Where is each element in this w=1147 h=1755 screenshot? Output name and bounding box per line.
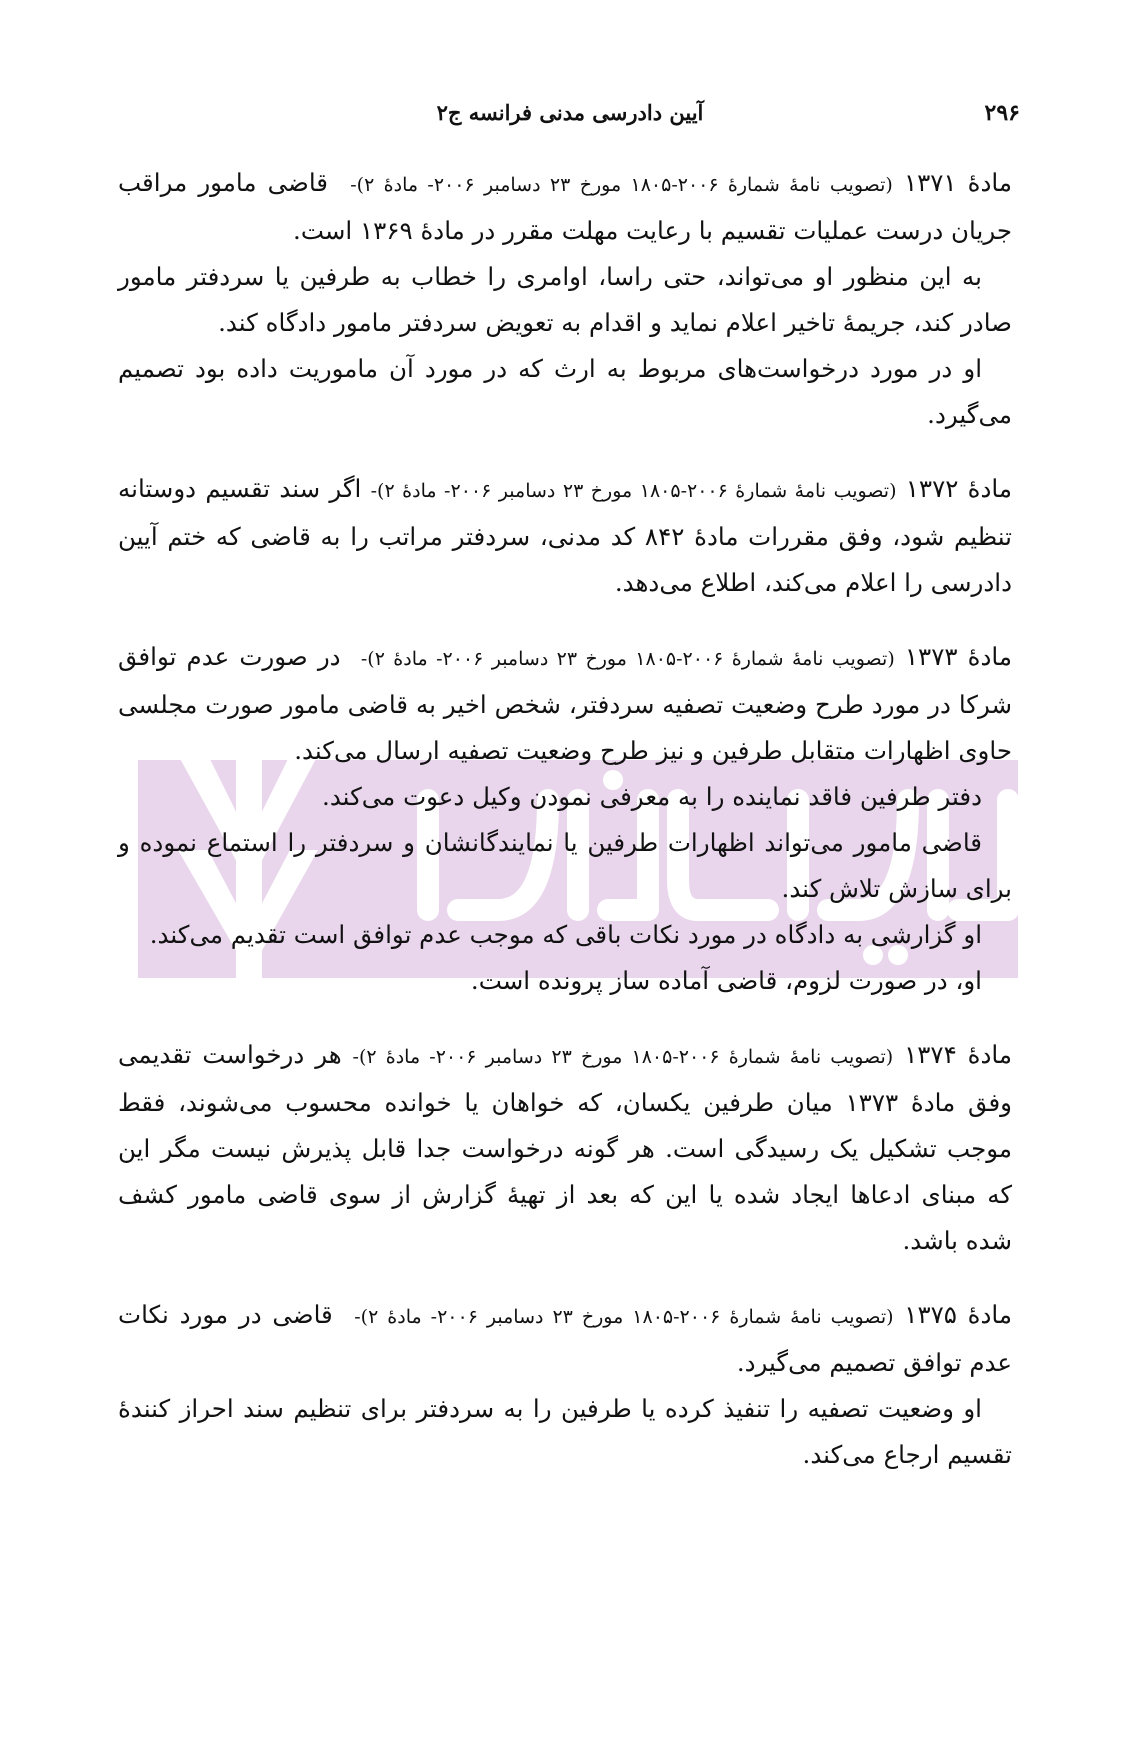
article-note: (تصویب نامهٔ شمارهٔ ۲۰۰۶-۱۸۰۵ مورخ ۲۳ دسامبر ۲۰۰۶- مادهٔ ۲)- [370,480,897,502]
article-title: مادهٔ ۱۳۷۲ [905,474,1012,503]
article-1374 [118,1032,1012,1264]
article-lead-text: در صورت عدم توافق شرکا در مورد طرح وضعیت تصفیه سردفتر، شخص اخیر به قاضی مامور صورت مجلسی حاوی اظهارات متقابل طرفین و نیز طرح وضعیت تصفیه ارسال می‌کند. [118,642,1012,765]
article-lead-text: اگر سند تقسیم دوستانه تنظیم شود، وفق مقررات مادهٔ ۸۴۲ کد مدنی، سردفتر مراتب را به قاضی که ختم آیین دادرسی را اعلام می‌کند، اطلاع می‌دهد. [118,474,1012,597]
article-title: مادهٔ ۱۳۷۴ [904,1040,1012,1069]
article-lead-text: هر درخواست تقدیمی وفق مادهٔ ۱۳۷۳ میان طرفین یکسان، که خواهان یا خوانده محسوب می‌شوند، فقط موجب تشکیل یک رسیدگی است. هر گونه درخواست جدا قابل پذیرش نیست مگر این که مبنای ادعاها ایجاد شده یا این که بعد از تهیهٔ گزارش از سوی قاضی مامور کشف شده باشد. [118,1040,1013,1255]
article-1375 [118,1292,1012,1478]
page-header [120,100,1020,140]
article-paragraph: او، در صورت لزوم، قاضی آماده ساز پرونده است. [470,966,982,995]
article-paragraph: او گزارشی به دادگاه در مورد نکات باقی که موجب عدم توافق است تقدیم می‌کند. [149,920,982,949]
article-lead-paragraph [118,1032,1012,1264]
article-paragraph: او در مورد درخواست‌های مربوط به ارث که در مورد آن ماموریت داده بود تصمیم می‌گیرد. [118,354,1012,429]
article-1373 [118,634,1012,1004]
article-paragraph: قاضی مامور می‌تواند اظهارات طرفین یا نمایندگانشان و سردفتر را استماع نموده و برای سازش تلاش کند. [118,828,1012,903]
article-note: (تصویب نامهٔ شمارهٔ ۲۰۰۶-۱۸۰۵ مورخ ۲۳ دسامبر ۲۰۰۶- مادهٔ ۲)- [350,174,893,196]
article-lead-text: قاضی مامور مراقب جریان درست عملیات تقسیم با رعایت مهلت مقرر در مادهٔ ۱۳۶۹ است. [118,168,1012,245]
article-note: (تصویب نامهٔ شمارهٔ ۲۰۰۶-۱۸۰۵ مورخ ۲۳ دسامبر ۲۰۰۶- مادهٔ ۲)- [354,1306,894,1328]
article-lead-text: قاضی در مورد نکات عدم توافق تصمیم می‌گیرد. [118,1300,1012,1377]
article-title: مادهٔ ۱۳۷۱ [903,168,1013,197]
article-note: (تصویب نامهٔ شمارهٔ ۲۰۰۶-۱۸۰۵ مورخ ۲۳ دسامبر ۲۰۰۶- مادهٔ ۲)- [352,1046,894,1068]
article-1372 [118,466,1012,606]
article-1371 [118,160,1012,438]
article-lead-paragraph [118,160,1012,254]
article-title: مادهٔ ۱۳۷۵ [904,1300,1013,1329]
article-paragraph: او وضعیت تصفیه را تنفیذ کرده یا طرفین را به سردفتر برای تنظیم سند احراز کنندهٔ تقسیم ارجاع می‌کند. [118,1394,1012,1469]
article-lead-paragraph [118,1292,1012,1386]
article-paragraph: دفتر طرفین فاقد نماینده را به معرفی نمودن وکیل دعوت می‌کند. [322,782,982,811]
article-lead-paragraph [118,466,1012,606]
running-title: آیین دادرسی مدنی فرانسه ج۲ [436,100,704,125]
document-body [118,160,1012,1506]
page-number: ۲۹۶ [984,100,1020,126]
article-note: (تصویب نامهٔ شمارهٔ ۲۰۰۶-۱۸۰۵ مورخ ۲۳ دسامبر ۲۰۰۶- مادهٔ ۲)- [360,648,895,670]
article-lead-paragraph [118,634,1012,774]
article-paragraph: به این منظور او می‌تواند، حتی راسا، اوامری را خطاب به طرفین یا سردفتر مامور صادر کند، جریمهٔ تاخیر اعلام نماید و اقدام به تعویض سردفتر مامور دادگاه کند. [118,262,1012,337]
article-title: مادهٔ ۱۳۷۳ [904,642,1012,671]
